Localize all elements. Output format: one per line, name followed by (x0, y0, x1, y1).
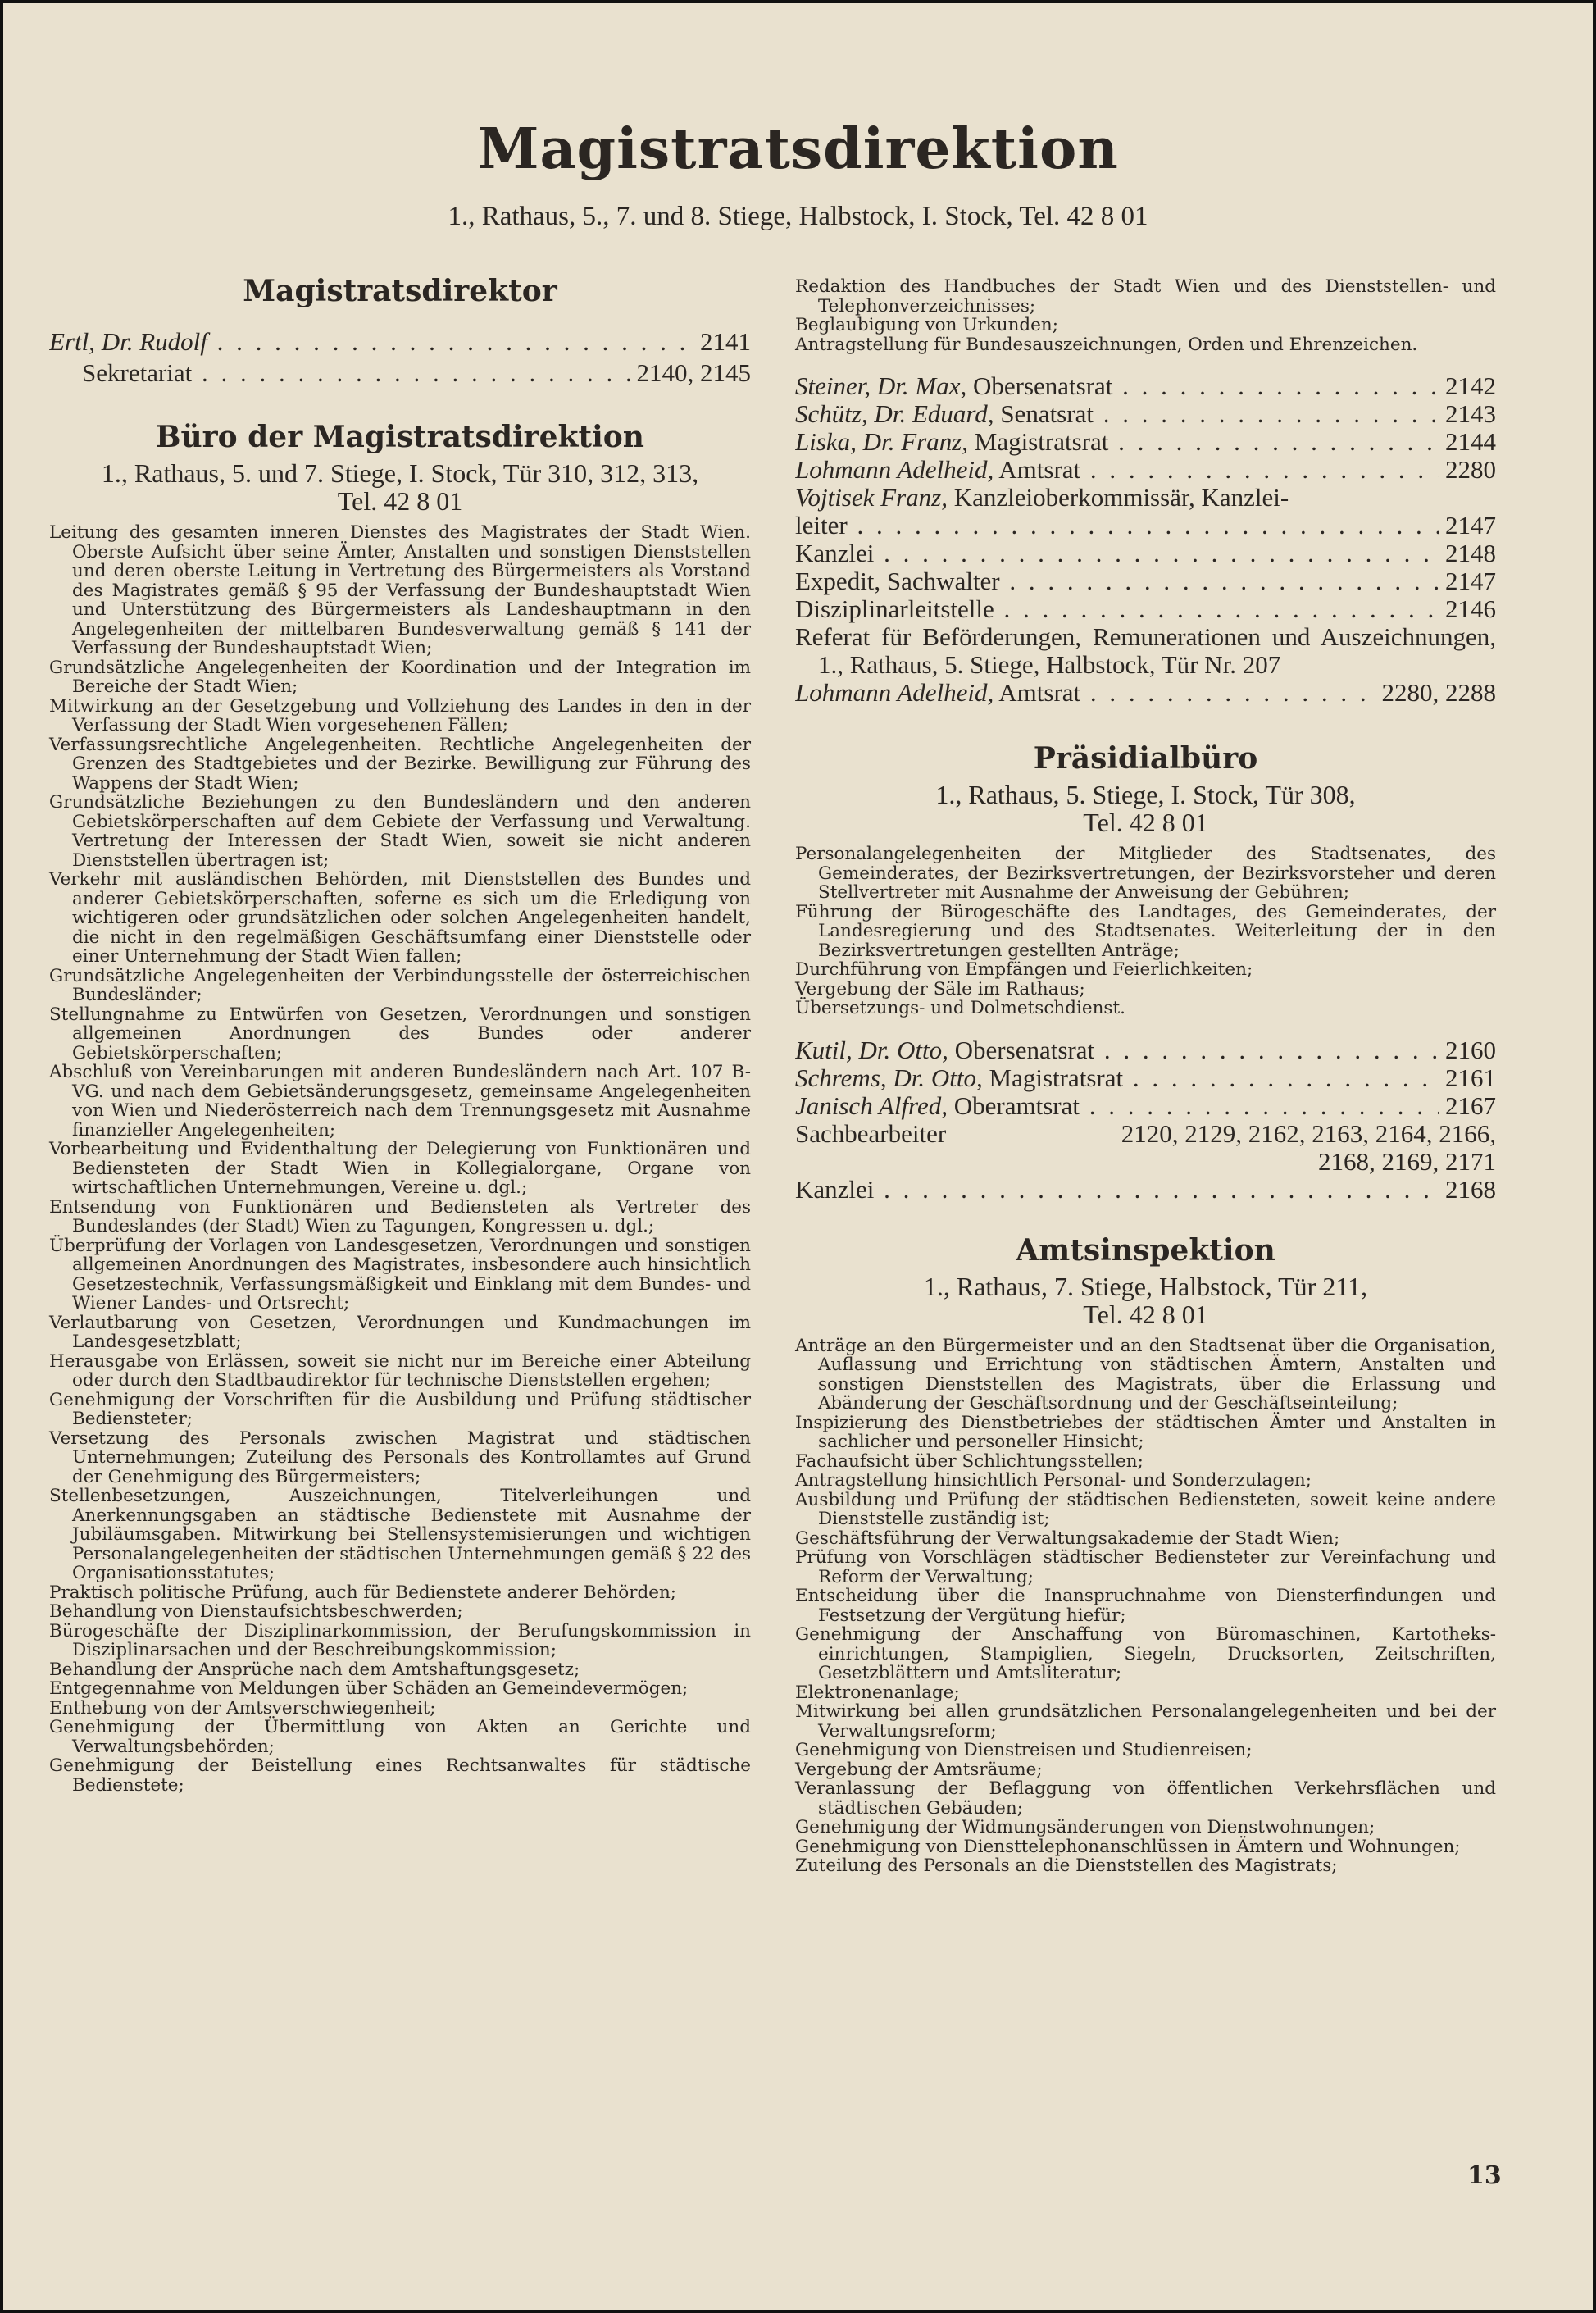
buro-address-line2: Tel. 42 8 01 (337, 486, 463, 516)
task-item: Vorbearbeitung und Evidenthaltung der Delegierung von Funktionären und Bediensteten der Stadt Wien in Kollegialorgane, Organe von wirtschaftlichen Unternehmungen, Vereine u. dgl.; (49, 1139, 751, 1198)
task-item: Antragstellung hinsichtlich Personal- und Sonderzulagen; (795, 1470, 1312, 1491)
staff-title: Magistratsrat (989, 1063, 1124, 1092)
staff-title: Oberamtsrat (953, 1091, 1080, 1120)
referat-staff-name: Lohmann Adelheid, (795, 679, 994, 707)
task-item: Bürogeschäfte der Disziplinarkommission, der Berufungskommission in Disziplinarsachen und der Beschreibungskommission; (49, 1620, 751, 1660)
praesidial-address-line1: 1., Rathaus, 5. Stiege, I. Stock, Tür 308, (935, 780, 1356, 809)
staff-number: 2143 (1445, 399, 1496, 428)
task-item: Abschluß von Vereinbarungen mit anderen Bundesländern nach Art. 107 B-VG. und nach dem Gebietsänderungsgesetz, gemeinsame Angelegenheiten von Wien und Niederösterreich nach dem Trennungsgesetz mit Ausnahme finanzieller Angelegenheiten; (49, 1062, 751, 1141)
task-item: Durchführung von Empfängen und Feierlichkeiten; (795, 959, 1253, 980)
task-item: Genehmigung der Beistellung eines Rechtsanwaltes für städtische Bedienstete; (49, 1755, 751, 1796)
staff-list (795, 372, 1496, 484)
praesidial-address-line2: Tel. 42 8 01 (1083, 808, 1208, 837)
staff-entry (795, 1064, 1496, 1092)
task-item: Personalangelegenheiten der Mitglieder des Stadtsenates, des Gemeinderates, der Bezirksvertretungen, der Bezirksvorsteher und deren Stellvertreter mit Ausnahme der Anweisung der Gebühren; (795, 844, 1496, 903)
task-item: Vergebung der Amtsräume; (795, 1759, 1043, 1780)
referat-staff-number: 2280, 2288 (1381, 678, 1496, 707)
praesidial-kanzlei-label: Kanzlei (795, 1175, 875, 1204)
vojtisek-name: Vojtisek Franz, (795, 483, 948, 512)
unit-number: 2148 (1445, 539, 1496, 567)
sachbearbeiter-label: Sachbearbeiter (795, 1118, 947, 1148)
sachbearbeiter-line1 (795, 1120, 1496, 1148)
unit-label: Kanzlei (795, 540, 875, 567)
staff-name: Lohmann Adelheid, (795, 456, 994, 484)
praesidial-staff-list (795, 1036, 1496, 1120)
secretariat-entry (49, 359, 751, 387)
staff-entry (795, 1036, 1496, 1064)
amtsinspektion-address-line2: Tel. 42 8 01 (1083, 1299, 1208, 1329)
task-item: Verfassungsrechtliche Angelegenheiten. Rechtliche Angelegenheiten der Grenzen des Stadtgebietes und der Bezirke. Bewilligung zur Führung des Wappens der Stadt Wien; (49, 734, 751, 794)
staff-name: Schütz, Dr. Eduard, (795, 400, 994, 428)
staff-entry (795, 400, 1496, 428)
task-item: Ausbildung und Prüfung der städtischen Bediensteten, soweit keine andere Dienststelle zuständig ist; (795, 1489, 1496, 1529)
referat-staff-title: Amtsrat (998, 679, 1081, 707)
unit-entry (795, 567, 1496, 595)
staff-number: 2280 (1445, 455, 1496, 484)
task-item: Mitwirkung an der Gesetzgebung und Vollziehung des Landes in den in der Verfassung der Stadt Wien vorgesehenen Fällen; (49, 695, 751, 735)
staff-number: 2161 (1445, 1063, 1496, 1092)
staff-entry (795, 1092, 1496, 1120)
staff-name: Janisch Alfred, (795, 1091, 948, 1120)
staff-title: Obersenatsrat (972, 372, 1113, 400)
task-item: Verkehr mit ausländischen Behörden, mit Dienststellen des Bundes und anderer Gebietskörperschaften, soferne es sich um die Erledigung von wichtigeren oder grundsätzlichen oder solchen Angelegenheiten handelt, die nicht in den regelmäßigen Geschäftsumfang einer Dienststelle oder einer Unternehmung der Stadt Wien fallen; (49, 869, 751, 967)
task-item: Geschäftsführung der Verwaltungsakademie der Stadt Wien; (795, 1528, 1340, 1549)
page-address: 1., Rathaus, 5., 7. und 8. Stiege, Halbstock, I. Stock, Tel. 42 8 01 (448, 202, 1148, 231)
buro-address-line1: 1., Rathaus, 5. und 7. Stiege, I. Stock, Tür 310, 312, 313, (101, 458, 699, 488)
buro-heading: Büro der Magistratsdirektion (156, 420, 644, 454)
task-item: Leitung des gesamten inneren Dienstes des Magistrates der Stadt Wien. Oberste Aufsicht über seine Ämter, Anstalten und sonstigen Dienststellen und deren oberste Leitung in Vertretung des Bürgermeisters als Vorstand des Magistrates gemäß § 95 der Verfassung der Bundeshauptstadt Wien und Unterstützung des Bürgermeisters als Landeshauptmann in den Angelegenheiten der mittelbaren Bundesverwaltung gemäß § 141 der Verfassung der Bundeshauptstadt Wien; (49, 522, 751, 658)
task-item: Übersetzungs- und Dolmetschdienst. (795, 998, 1125, 1018)
unit-entry (795, 595, 1496, 623)
task-item: Redaktion des Handbuches der Stadt Wien und des Dienststellen- und Telephonverzeichnisses; (795, 276, 1496, 316)
secretariat-number: 2140, 2145 (636, 358, 751, 387)
task-item: Vergebung der Säle im Rathaus; (795, 978, 1085, 999)
director-heading: Magistratsdirektor (243, 274, 557, 308)
staff-number: 2160 (1445, 1035, 1496, 1064)
page-title: Magistratsdirektion (477, 116, 1119, 182)
staff-title: Amtsrat (998, 456, 1081, 484)
units-list (795, 540, 1496, 623)
vojtisek-title: Kanzleioberkommissär, Kanzlei- (953, 483, 1289, 512)
task-item: Führung der Bürogeschäfte des Landtages, des Gemeinderates, der Landesregierung und des Stadtsenates. Weiterleitung der in den Bezirksvertretungen gestellten Anträge; (795, 901, 1496, 961)
praesidial-address (795, 781, 1496, 836)
task-item: Genehmigung der Übermittlung von Akten an Gerichte und Verwaltungsbehörden; (49, 1717, 751, 1757)
task-item: Entgegennahme von Meldungen über Schäden an Gemeindevermögen; (49, 1678, 689, 1699)
unit-label: Expedit, Sachwalter (795, 567, 1000, 595)
task-item: Grundsätzliche Angelegenheiten der Verbindungsstelle der österreichischen Bundesländer; (49, 965, 751, 1005)
amtsinspektion-heading: Amtsinspektion (1016, 1232, 1275, 1268)
staff-entry (795, 428, 1496, 456)
task-item: Enthebung von der Amtsverschwiegenheit; (49, 1697, 436, 1719)
task-item: Entsendung von Funktionären und Bediensteten als Vertreter des Bundeslandes (der Stadt) Wien zu Tagungen, Kongressen u. dgl.; (49, 1196, 751, 1236)
left-column (49, 271, 751, 1795)
unit-number: 2147 (1445, 567, 1496, 595)
sachbearbeiter-numbers1: 2120, 2129, 2162, 2163, 2164, 2166, (1121, 1118, 1496, 1148)
task-item: Beglaubigung von Urkunden; (795, 315, 1058, 335)
task-item: Grundsätzliche Beziehungen zu den Bundesländern und den anderen Gebietskörperschaften auf dem Gebiete der Verfassung und Verwaltung. Vertretung der Interessen der Stadt Wien, soweit sie nicht anderen Dienststellen übertragen ist; (49, 792, 751, 871)
task-item: Grundsätzliche Angelegenheiten der Koordination und der Integration im Bereiche der Stadt Wien; (49, 657, 751, 697)
referat-text: Referat für Beförderungen, Remunerationen und Auszeichnungen, 1., Rathaus, 5. Stiege, Halbstock, Tür Nr. 207 (795, 622, 1496, 679)
director-entry (49, 328, 751, 356)
task-item: Stellungnahme zu Entwürfen von Gesetzen, Verordnungen und sonstigen allgemeinen Anordnungen des Bundes oder anderer Gebietskörperschaften; (49, 1004, 751, 1063)
vojtisek-number: 2147 (1445, 511, 1496, 540)
task-item: Genehmigung von Dienstreisen und Studienreisen; (795, 1740, 1253, 1760)
top-task-list (795, 277, 1496, 354)
staff-title: Senatsrat (1000, 400, 1094, 428)
staff-name: Kutil, Dr. Otto, (795, 1036, 948, 1064)
staff-title: Obersenatsrat (954, 1036, 1095, 1064)
staff-number: 2167 (1445, 1090, 1496, 1120)
buro-address (49, 459, 751, 515)
staff-entry (795, 372, 1496, 400)
staff-name: Liska, Dr. Franz, (795, 428, 969, 456)
referat-staff (795, 679, 1496, 707)
vojtisek-line2 (795, 512, 1496, 540)
director-name: Ertl, Dr. Rudolf (49, 328, 207, 356)
staff-title: Magistratsrat (974, 428, 1109, 456)
task-item: Anträge an den Bürgermeister und an den Stadtsenat über die Organisation, Auflassung und Errichtung von städtischen Ämtern, Anstalten und sonstigen Dienststellen des Magistrats, über die Erlassung und Abänderung der Geschäftsordnung und der Geschäftseinteilung; (795, 1335, 1496, 1414)
praesidial-kanzlei (795, 1176, 1496, 1204)
task-item: Genehmigung der Vorschriften für die Ausbildung und Prüfung städtischer Bediensteter; (49, 1389, 751, 1429)
vojtisek-line2-label: leiter (795, 512, 848, 540)
task-item: Genehmigung von Diensttelephonanschlüssen in Ämtern und Wohnungen; (795, 1836, 1461, 1857)
task-item: Veranlassung der Beflaggung von öffentlichen Verkehrsflächen und städtischen Gebäuden; (795, 1778, 1496, 1819)
right-column (795, 277, 1496, 1876)
task-item: Entscheidung über die Inanspruchnahme von Diensterfindungen und Festsetzung der Vergütung hiefür; (795, 1586, 1496, 1626)
task-item: Überprüfung der Vorlagen von Landesgesetzen, Verordnungen und sonstigen allgemeinen Anordnungen des Magistrates, insbesondere auch hinsichtlich Gesetzestechnik, Verfassungsmäßigkeit und Einklang mit dem Bundes- und Wiener Landes- und Ortsrecht; (49, 1235, 751, 1314)
task-item: Stellenbesetzungen, Auszeichnungen, Titelverleihungen und Anerkennungsgaben an städtische Bedienstete mit Ausnahme der Jubiläumsgaben. Mitwirkung bei Stellensystemisierungen und wichtigen Personalangelegenheiten der städtischen Unternehmungen gemäß § 22 des Organisationsstatutes; (49, 1486, 751, 1583)
vojtisek-line1 (795, 484, 1496, 512)
unit-label: Disziplinarleitstelle (795, 595, 994, 623)
unit-entry (795, 540, 1496, 567)
unit-number: 2146 (1445, 594, 1496, 623)
director-number: 2141 (700, 327, 751, 356)
task-item: Antragstellung für Bundesauszeichnungen, Orden und Ehrenzeichen. (795, 334, 1418, 355)
staff-name: Schrems, Dr. Otto, (795, 1063, 983, 1092)
praesidial-task-list (795, 845, 1496, 1018)
task-item: Verlautbarung von Gesetzen, Verordnungen und Kundmachungen im Landesgesetzblatt; (49, 1312, 751, 1352)
praesidial-heading: Präsidialbüro (1033, 741, 1258, 776)
task-item: Elektronenanlage; (795, 1682, 960, 1703)
staff-number: 2144 (1445, 427, 1496, 456)
staff-entry (795, 456, 1496, 484)
task-item: Inspizierung des Dienstbetriebes der städtischen Ämter und Anstalten in sachlicher und personeller Hinsicht; (795, 1412, 1496, 1452)
task-item: Genehmigung der Anschaffung von Büromaschinen, Kartotheks-einrichtungen, Stampiglien, Siegeln, Drucksorten, Zeitschriften, Gesetzblättern und Amtsliteratur; (795, 1624, 1496, 1683)
task-item: Behandlung von Dienstaufsichtsbeschwerden; (49, 1601, 463, 1622)
staff-name: Steiner, Dr. Max, (795, 372, 967, 400)
amtsinspektion-address (795, 1273, 1496, 1328)
staff-number: 2142 (1445, 371, 1496, 400)
task-item: Behandlung der Ansprüche nach dem Amtshaftungsgesetz; (49, 1659, 580, 1680)
task-item: Herausgabe von Erlässen, soweit sie nicht nur im Bereiche einer Abteilung oder durch den Stadtbaudirektor für technische Dienststellen ergehen; (49, 1350, 751, 1391)
task-item: Fachaufsicht über Schlichtungsstellen; (795, 1450, 1144, 1472)
praesidial-kanzlei-number: 2168 (1445, 1174, 1496, 1204)
amtsinspektion-address-line1: 1., Rathaus, 7. Stiege, Halbstock, Tür 211, (923, 1271, 1368, 1301)
director-list (49, 328, 751, 387)
task-item: Zuteilung des Personals an die Dienststellen des Magistrats; (795, 1855, 1338, 1876)
task-item: Prüfung von Vorschlägen städtischer Bediensteter zur Vereinfachung und Reform der Verwaltung; (795, 1547, 1496, 1587)
page-number: 13 (1467, 2161, 1502, 2190)
task-item: Praktisch politische Prüfung, auch für Bedienstete anderer Behörden; (49, 1582, 677, 1603)
task-item: Versetzung des Personals zwischen Magistrat und städtischen Unternehmungen; Zuteilung des Personals des Kontrollamtes auf Grund der Genehmigung des Bürgermeisters; (49, 1427, 751, 1487)
amtsinspektion-task-list (795, 1336, 1496, 1876)
buro-task-list (49, 523, 751, 1795)
task-item: Mitwirkung bei allen grundsätzlichen Personalangelegenheiten und bei der Verwaltungsreform; (795, 1701, 1496, 1742)
task-item: Genehmigung der Widmungsänderungen von Dienstwohnungen; (795, 1817, 1375, 1837)
secretariat-label: Sekretariat (82, 359, 193, 387)
sachbearbeiter-numbers2: 2168, 2169, 2171 (1318, 1146, 1496, 1176)
